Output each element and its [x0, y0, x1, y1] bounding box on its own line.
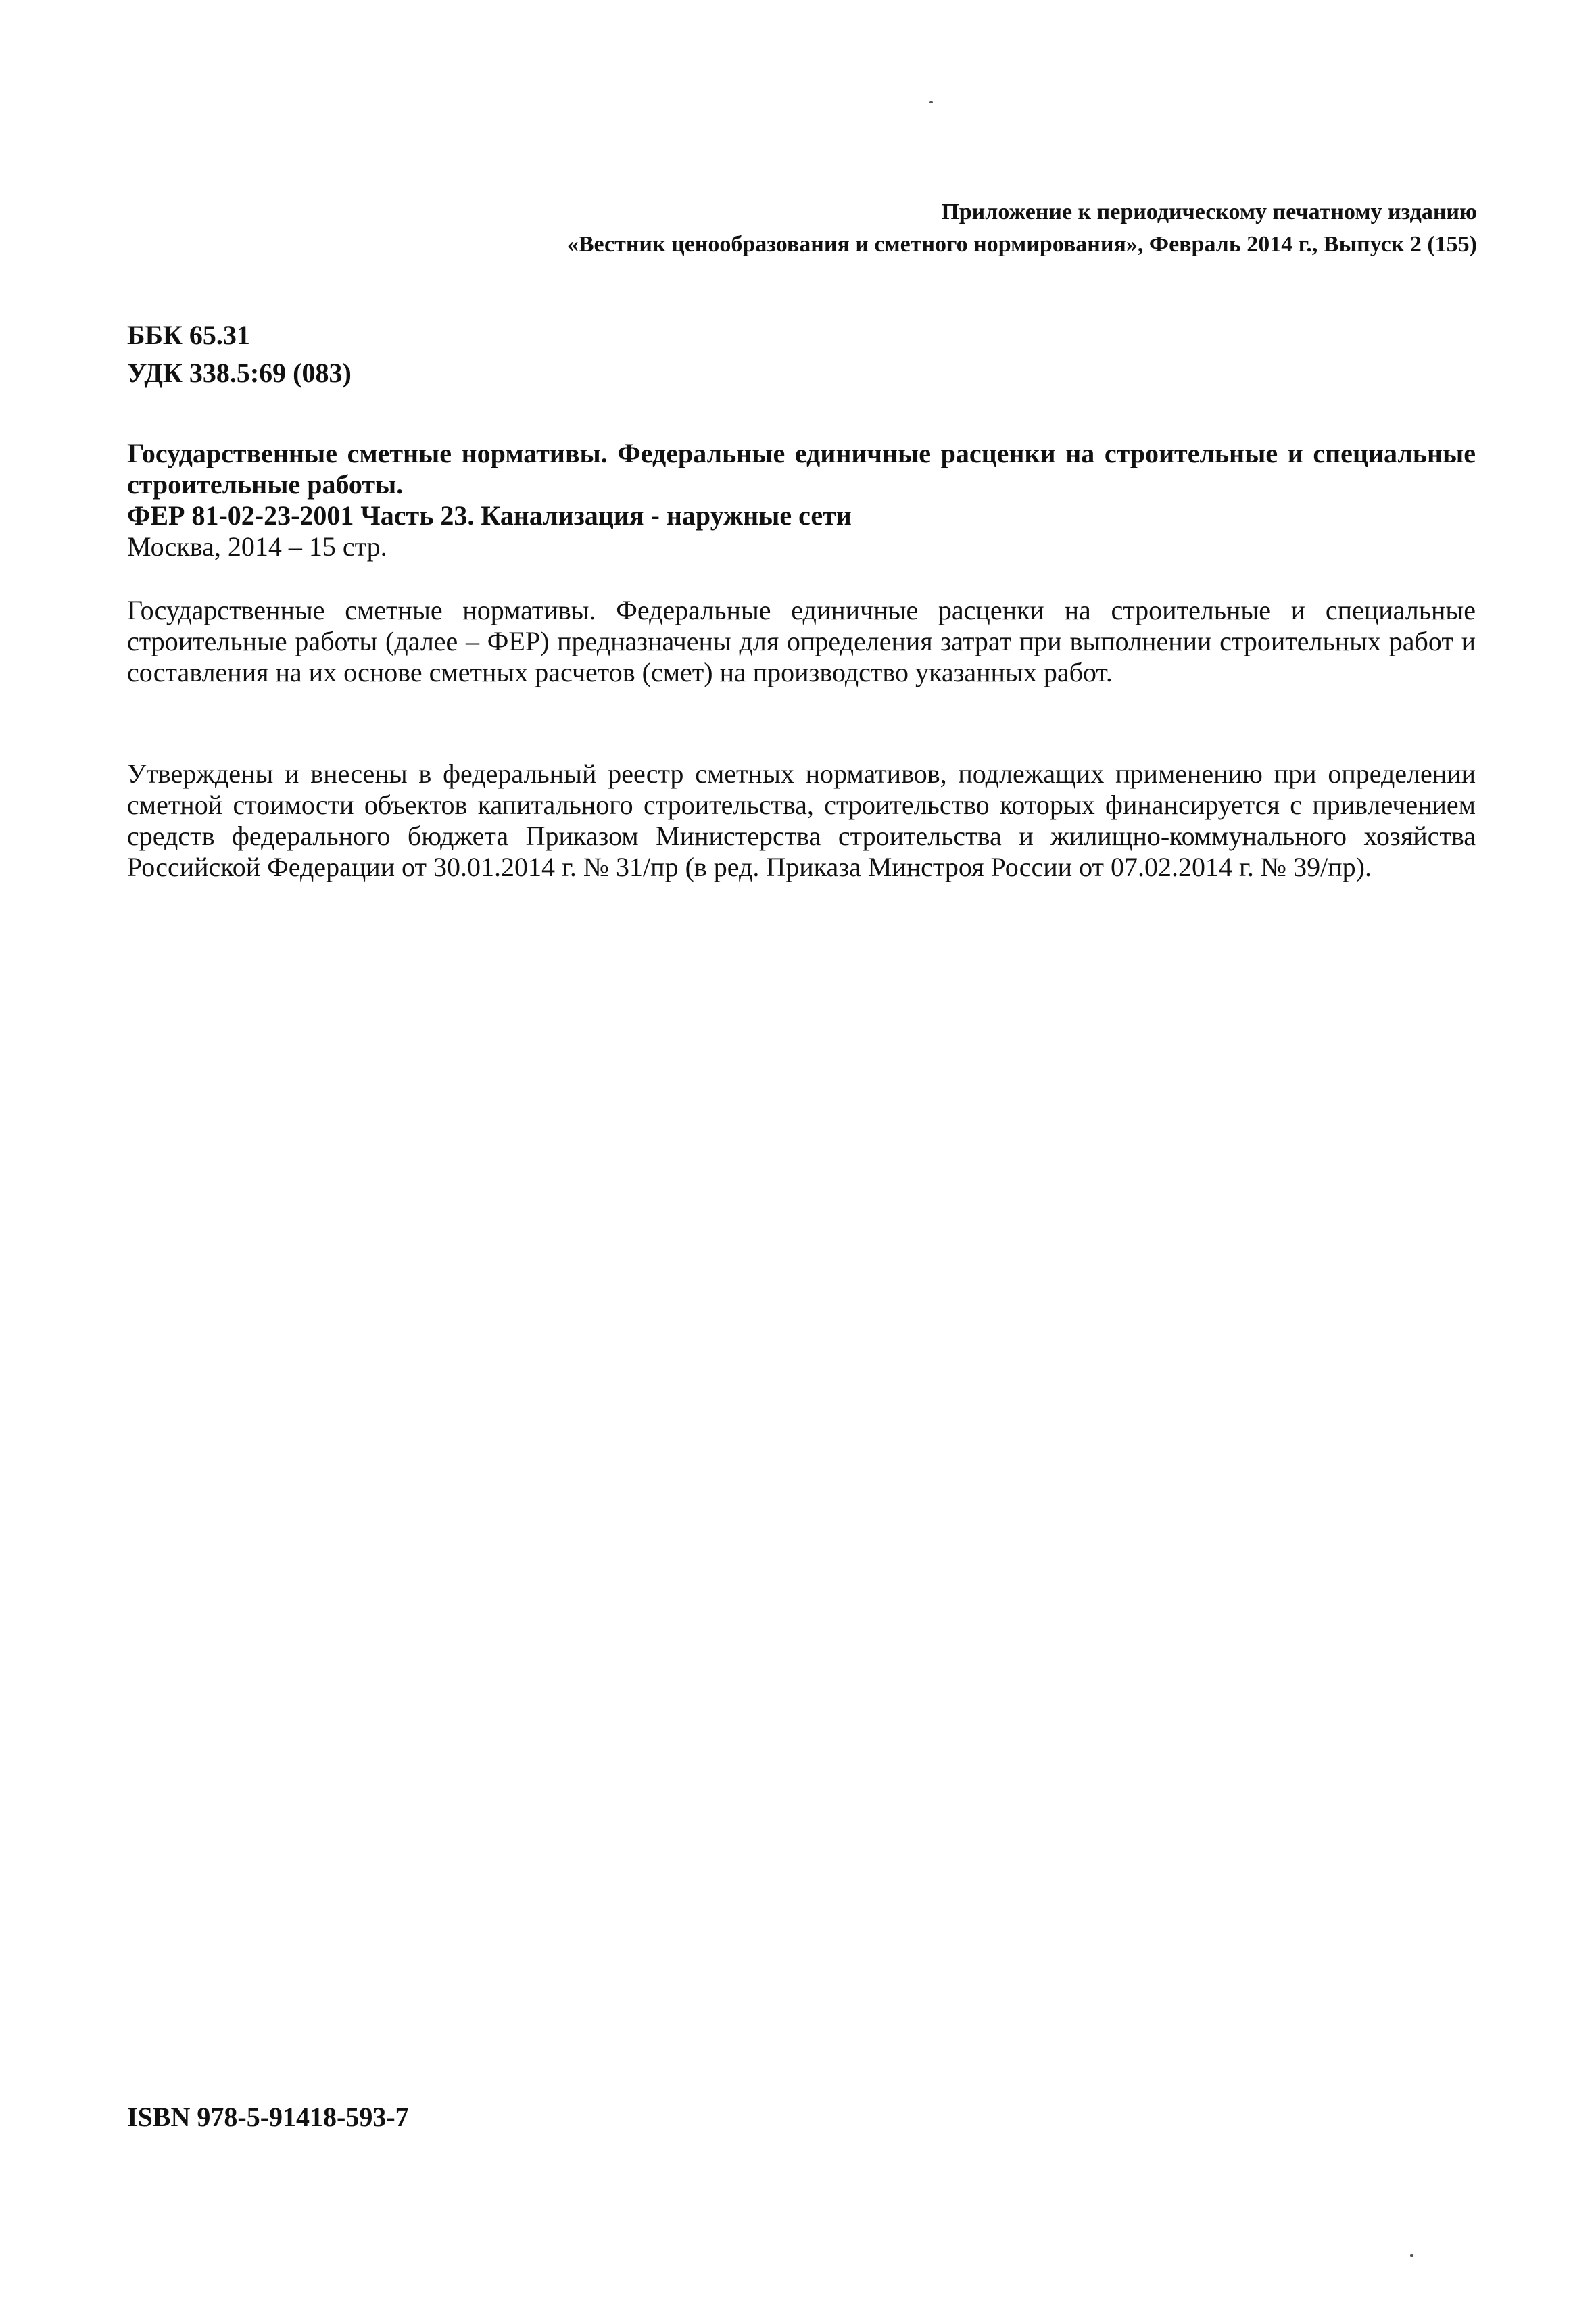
- scan-speck: [929, 101, 933, 103]
- publication-note-line-2: «Вестник ценообразования и сметного нормирования», Февраль 2014 г., Выпуск 2 (155): [566, 232, 1477, 257]
- bbk-code: ББК 65.31: [127, 320, 250, 350]
- classification-codes: [127, 316, 352, 392]
- approval-paragraph: Утверждены и внесены в федеральный реестр сметных нормативов, подлежащих применению при определении сметной стоимости объектов капитального строительства, строительство которых финансируется с привлечением средств федерального бюджета Приказом Министерства строительства и жилищно-коммунального хозяйства Российской Федерации от 30.01.2014 г. № 31/пр (в ред. Приказа Минстроя России от 07.02.2014 г. № 39/пр).: [127, 758, 1476, 882]
- publication-note-line-1: Приложение к периодическому печатному изданию: [941, 199, 1477, 224]
- publication-info: Москва, 2014 – 15 стр.: [127, 531, 387, 562]
- document-code: ФЕР 81-02-23-2001 Часть 23. Канализация - наружные сети: [127, 500, 852, 531]
- document-title: Государственные сметные нормативы. Федеральные единичные расценки на строительные и специальные строительные работы.: [127, 438, 1476, 500]
- description-paragraph: Государственные сметные нормативы. Федеральные единичные расценки на строительные и специальные строительные работы (далее – ФЕР) предназначены для определения затрат при выполнении строительных работ и составления на их основе сметных расчетов (смет) на производство указанных работ.: [127, 595, 1476, 687]
- udk-code: УДК 338.5:69 (083): [127, 358, 352, 388]
- publication-note: [567, 196, 1477, 261]
- scan-speck: [1410, 2254, 1413, 2257]
- title-block: [127, 438, 1476, 562]
- isbn-number: ISBN 978-5-91418-593-7: [127, 2102, 409, 2132]
